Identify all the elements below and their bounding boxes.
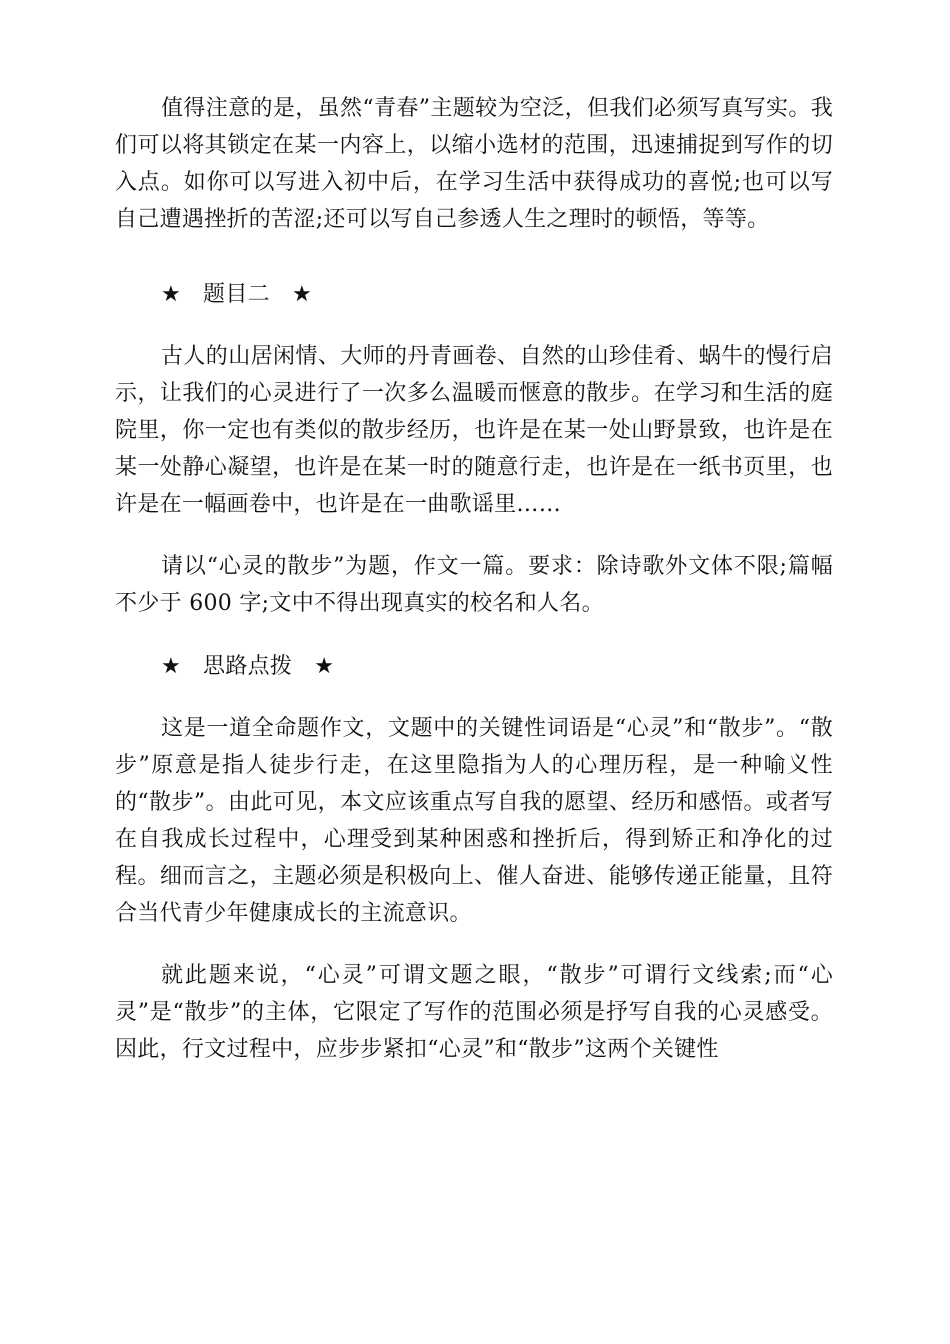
star-icon: ★	[161, 282, 182, 307]
paragraph-theme-note: 值得注意的是，虽然“青春”主题较为空泛，但我们必须写真写实。我们可以将其锁定在某一内容上，以缩小选材的范围，迅速捕捉到写作的切入点。如你可以写进入初中后，在学习生活中获得成功的喜悦;也可以写自己遭遇挫折的苦涩;还可以写自己参透人生之理时的顿悟，等等。	[115, 96, 833, 232]
star-icon: ★	[161, 654, 182, 679]
section-heading-label: 思路点拨	[203, 654, 293, 679]
section-heading-thinking-tips	[115, 648, 833, 685]
star-icon: ★	[314, 654, 335, 679]
star-icon: ★	[291, 282, 312, 307]
paragraph-topic-prompt: 古人的山居闲情、大师的丹青画卷、自然的山珍佳肴、蜗牛的慢行启示，让我们的心灵进行了一次多么温暖而惬意的散步。在学习和生活的庭院里，你一定也有类似的散步经历，也许是在某一处山野景致，也许是在某一处静心凝望，也许是在某一时的随意行走，也许是在一纸书页里，也许是在一幅画卷中，也许是在一曲歌谣里……	[115, 344, 833, 517]
section-heading-topic-two	[115, 276, 833, 313]
paragraph-analysis-continued: 就此题来说，“心灵”可谓文题之眼，“散步”可谓行文线索;而“心灵”是“散步”的主体，它限定了写作的范围必须是抒写自我的心灵感受。因此，行文过程中，应步步紧扣“心灵”和“散步”这两个关键性	[115, 963, 833, 1062]
paragraph-analysis: 这是一道全命题作文，文题中的关键性词语是“心灵”和“散步”。“散步”原意是指人徒步行走，在这里隐指为人的心理历程，是一种喻义性的“散步”。由此可见，本文应该重点写自我的愿望、经历和感悟。或者写在自我成长过程中，心理受到某种困惑和挫折后，得到矫正和净化的过程。细而言之，主题必须是积极向上、催人奋进、能够传递正能量，且符合当代青少年健康成长的主流意识。	[115, 716, 833, 926]
paragraph-topic-requirements: 请以“心灵的散步”为题，作文一篇。要求：除诗歌外文体不限;篇幅不少于 600 字;文中不得出现真实的校名和人名。	[115, 554, 833, 616]
section-heading-label: 题目二	[203, 282, 270, 307]
document-page	[115, 90, 833, 1068]
